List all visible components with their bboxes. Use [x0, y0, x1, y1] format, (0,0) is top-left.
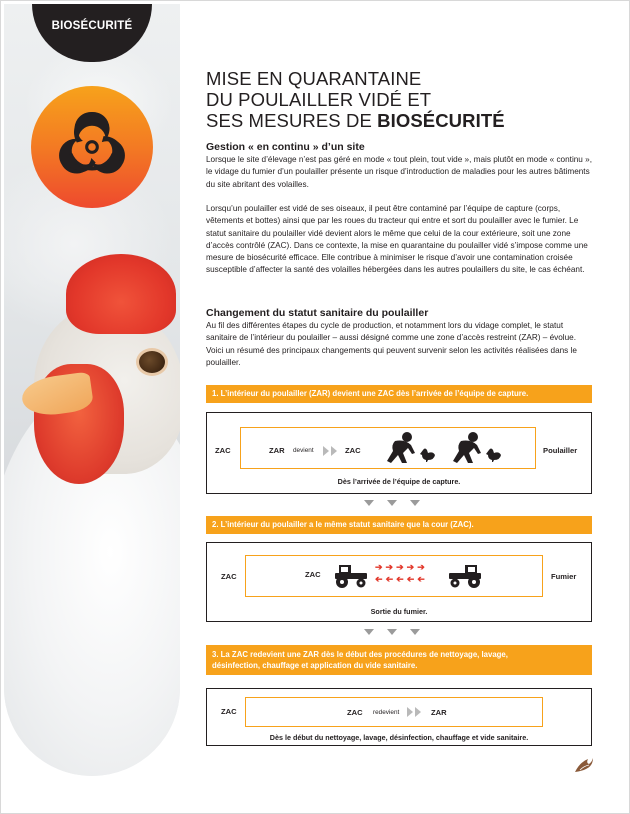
- arrow-right-icon: [323, 446, 329, 456]
- page-title: MISE EN QUARANTAINE DU POULAILLER VIDÉ ET SES MESURES DE BIOSÉCURITÉ: [206, 68, 505, 131]
- step-3-diagram: [206, 688, 592, 746]
- step-3-bar-line1: 3. La ZAC redevient une ZAR dès le début des procédures de nettoyage, lavage,: [212, 650, 508, 659]
- biohazard-badge: [31, 86, 153, 208]
- step-2-diagram: [206, 542, 592, 622]
- step-2-outer-label: ZAC: [221, 572, 237, 581]
- step-3-bar: [206, 645, 592, 675]
- section-heading-continuous: Gestion « en continu » d’un site: [206, 141, 365, 153]
- step-3-to: ZAR: [431, 708, 447, 717]
- chicken-icon: [485, 447, 503, 463]
- arrow-right-icon: [407, 707, 413, 717]
- crouching-person-icon: [385, 431, 419, 465]
- status-paragraph: Au fil des différentes étapes du cycle de production, et notamment lors du vidage complet, le statut sanitaire de l’intérieur du poulailler – aussi désigné comme une zone d’accès restreint (ZAR) – évolue. Voici un résumé des principaux changements qui peuvent survenir selon les activités réalisées dans le poulailler.: [206, 321, 577, 367]
- step-3-caption: Dès le début du nettoyage, lavage, désinfection, chauffage et vide sanitaire.: [269, 733, 529, 742]
- traffic-arrows: ➔ ➔ ➔ ➔ ➔ ➔ ➔ ➔ ➔ ➔: [375, 562, 425, 584]
- step-3-outer-label: ZAC: [221, 707, 237, 716]
- crouching-person-icon: [451, 431, 485, 465]
- chevron-down-icon: [364, 500, 374, 506]
- chevrons-2: [364, 629, 420, 635]
- step-1-verb: devient: [293, 447, 314, 454]
- quarantine-paragraph: Lorsqu’un poulailler est vidé de ses oiseaux, il peut être contaminé par l’équipe de capture (corps, vêtements et bottes) ainsi que par les roues du tracteur qui entre et sort du poulailler avec le fumier. Le statut sanitaire du poulailler vidé devient alors le même que celui de la cour extérieure, soit une zone d’accès contrôlé (ZAC). Dans ce contexte, la mise en quarantaine du poulailler vidé s’impose comme une mesure de biosécurité efficace. Elle contribue à minimiser le risque d’avoir une contamination croisée susceptible d’affecter la santé des volailles hébergées dans les autres poulaillers du site, le cas échéant.: [206, 204, 588, 275]
- chevron-down-icon: [410, 629, 420, 635]
- step-1-outer-label: ZAC: [215, 446, 231, 455]
- arrow-right-icon: [415, 707, 421, 717]
- chevron-down-icon: [364, 629, 374, 635]
- step-2-right-label: Fumier: [551, 572, 577, 581]
- step-1-caption: Dès l’arrivée de l’équipe de capture.: [337, 477, 461, 486]
- chevrons-1: [364, 500, 420, 506]
- tractor-icon: [447, 561, 483, 589]
- chevron-down-icon: [410, 500, 420, 506]
- tractor-icon: [333, 561, 369, 589]
- step-1-right-label: Poulailler: [543, 446, 578, 455]
- step-3-bar-line2: désinfection, chauffage et application du vide sanitaire.: [212, 661, 418, 670]
- step-1-to: ZAC: [345, 446, 361, 455]
- category-badge-label: BIOSÉCURITÉ: [51, 20, 133, 32]
- intro-paragraph: Lorsque le site d’élevage n’est pas géré en mode « tout plein, tout vide », mais plutôt en mode « continu », le vidage du fumier d’un poulailler présente un risque d’introduction de maladies pour les autres bâtiments du site abritant des volailles.: [206, 155, 592, 189]
- step-1-bar: 1. L’intérieur du poulailler (ZAR) devient une ZAC dès l’arrivée de l’équipe de capture.: [206, 385, 592, 403]
- step-2-bar: 2. L’intérieur du poulailler a le même statut sanitaire que la cour (ZAC).: [206, 516, 592, 534]
- step-3-from: ZAC: [347, 708, 363, 717]
- step-2-caption: Sortie du fumier.: [370, 607, 428, 616]
- biohazard-icon: [54, 109, 130, 185]
- arrow-right-icon: [331, 446, 337, 456]
- step-1-diagram: [206, 412, 592, 494]
- chicken-icon: [419, 447, 437, 463]
- chevron-down-icon: [387, 500, 397, 506]
- step-2-inner-label: ZAC: [305, 570, 321, 579]
- section-heading-status: Changement du statut sanitaire du poulailler: [206, 307, 429, 319]
- step-3-verb: redevient: [373, 709, 400, 716]
- chevron-down-icon: [387, 629, 397, 635]
- bird-logo-icon: [574, 756, 594, 774]
- step-1-from: ZAR: [269, 446, 285, 455]
